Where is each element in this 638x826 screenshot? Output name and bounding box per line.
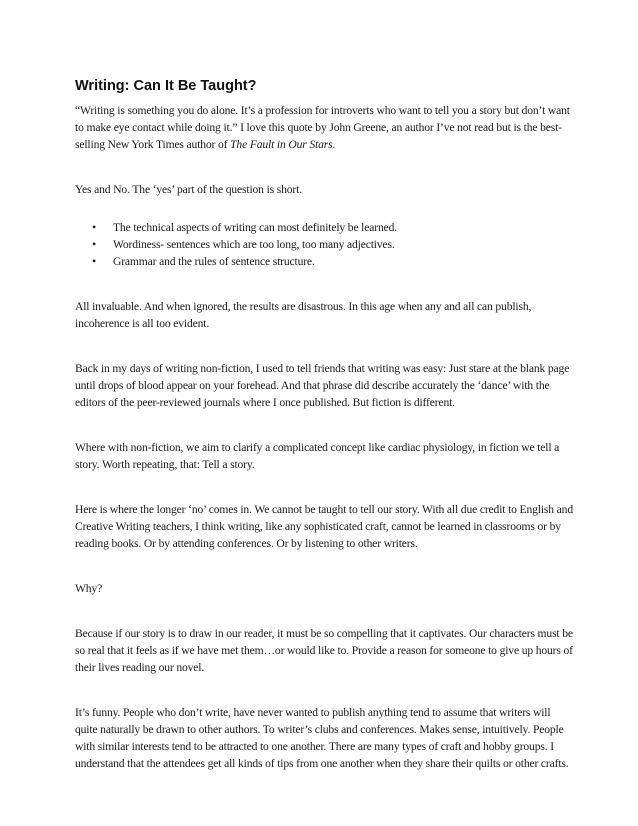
document-body — [75, 77, 575, 772]
funny-paragraph: It’s funny. People who don’t write, have never wanted to publish anything tend to assume that writers will quite naturally be drawn to other authors. To writer’s clubs and conferences. Makes sense, intuitively. People with similar interests tend to be attracted to one another. There are many types of craft and hobby groups. I understand that the attendees get all kinds of tips from one another when they share their quilts or other crafts. — [75, 706, 569, 770]
longer-no-paragraph: Here is where the longer ‘no’ comes in. We cannot be taught to tell our story. With all due credit to English and Creative Writing teachers, I think writing, like any sophisticated craft, cannot be learned in classrooms or by reading books. Or by attending conferences. Or by listening to other writers. — [75, 503, 573, 550]
bullet-item: • Wordiness- sentences which are too long, too many adjectives. — [75, 236, 575, 253]
intro-end: . — [332, 138, 336, 151]
yes-and-no-paragraph: Yes and No. The ‘yes’ part of the question is short. — [75, 183, 302, 196]
bullet-item: • The technical aspects of writing can most definitely be learned. — [75, 219, 575, 236]
book-title: The Fault in Our Stars — [230, 138, 333, 151]
document-title: Writing: Can It Be Taught? — [75, 78, 257, 94]
clarify-paragraph: Where with non-fiction, we aim to clarify a complicated concept like cardiac physiology, in fiction we tell a story. Worth repeating, that: Tell a story. — [75, 441, 560, 471]
nonfiction-paragraph: Back in my days of writing non-fiction, I used to tell friends that writing was easy: Just stare at the blank page until drops of blood appear on your forehead. And that phrase did describe accurately the ‘dance’ with the editors of the peer-reviewed journals where I once published. But fiction is different. — [75, 362, 570, 409]
intro-text: “Writing is something you do alone. It’s a profession for introverts who want to tell you a story but don’t want to make eye contact while doing it.” I love this quote by John Greene, an author I’ve not read but is the best-selling New York Times author of — [75, 104, 570, 151]
why-paragraph: Why? — [75, 582, 103, 595]
because-paragraph: Because if our story is to draw in our reader, it must be so compelling that it captivates. Our characters must be so real that it feels as if we have met them…or would like to. Provide a reason for someone to give up hours of their lives reading our novel. — [75, 627, 573, 674]
invaluable-paragraph: All invaluable. And when ignored, the results are disastrous. In this age when any and all can publish, incoherence is all too evident. — [75, 300, 532, 330]
intro-paragraph — [75, 102, 575, 153]
bullet-item: • Grammar and the rules of sentence structure. — [75, 253, 575, 270]
bullet-list — [75, 219, 575, 270]
